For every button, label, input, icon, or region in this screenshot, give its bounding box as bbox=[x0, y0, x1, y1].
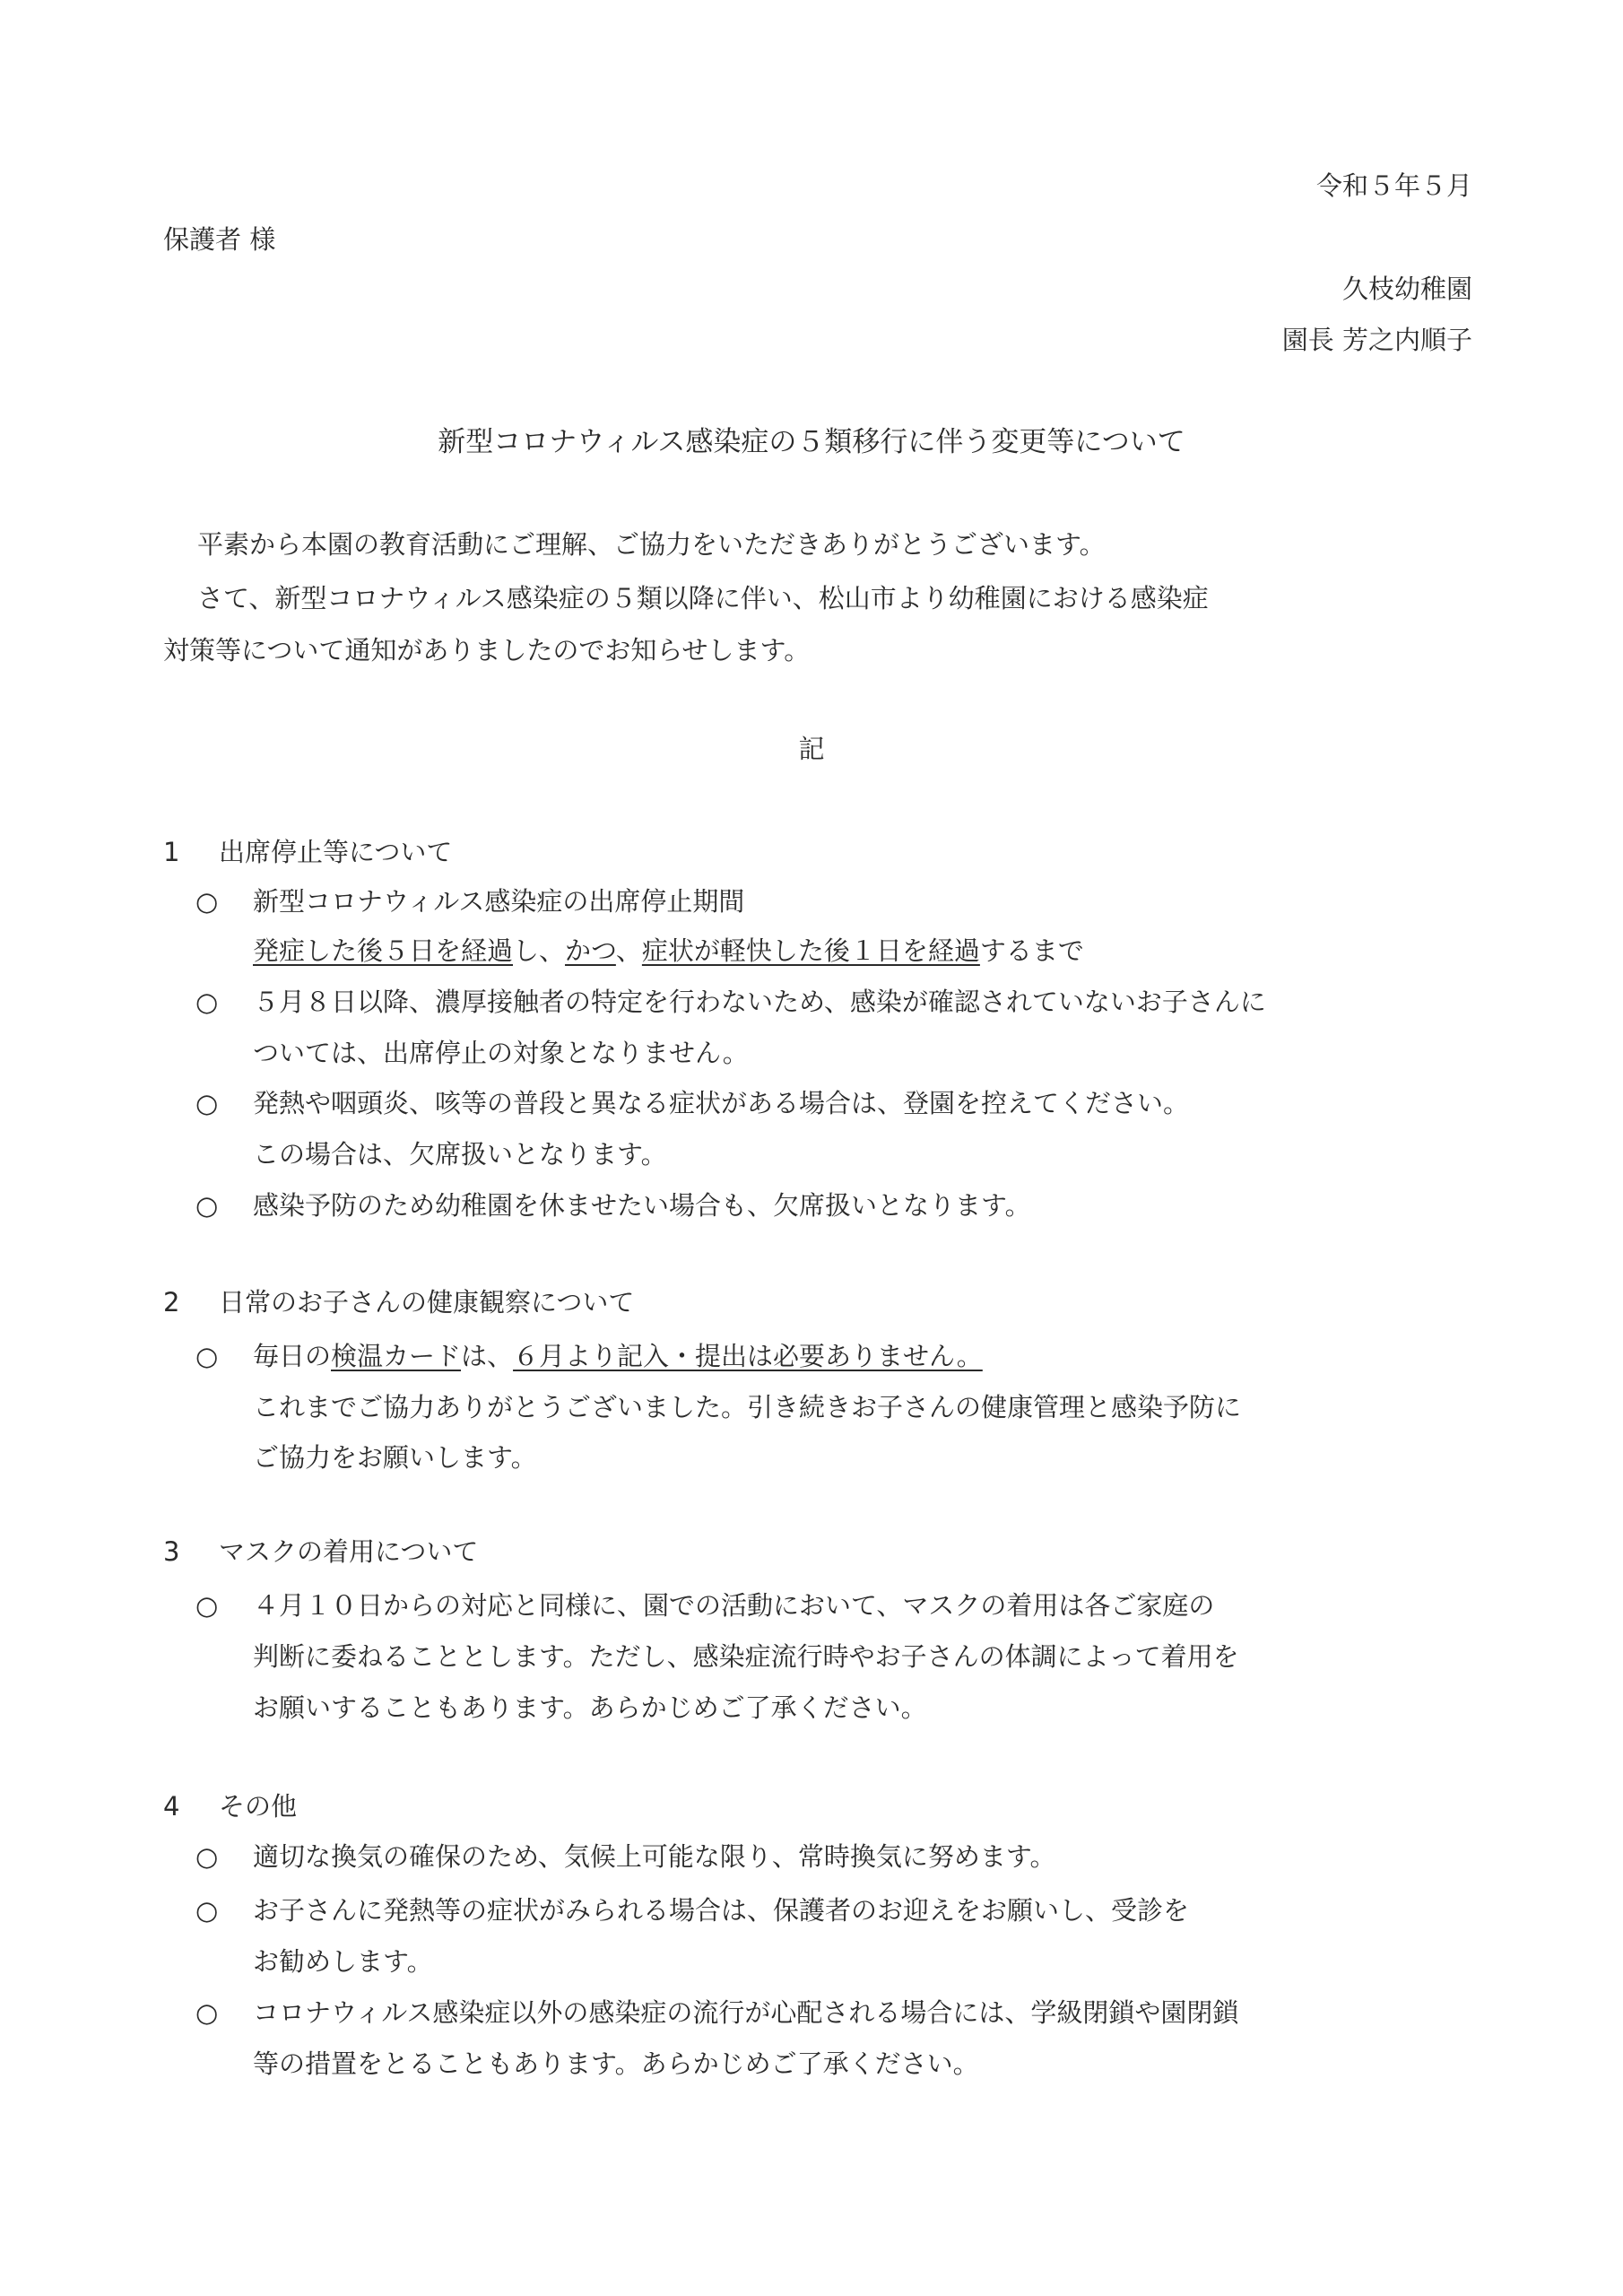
list-item-line: 新型コロナウィルス感染症の出席停止期間 bbox=[253, 886, 745, 917]
list-item-line: 等の措置をとることもあります。あらかじめご了承ください。 bbox=[253, 2048, 979, 2079]
attendance-period-line bbox=[253, 935, 1084, 967]
section-4-heading bbox=[163, 1791, 297, 1822]
inline-text: は、 bbox=[461, 1341, 514, 1371]
section-1-heading bbox=[163, 837, 452, 868]
list-item-line: この場合は、欠席扱いとなります。 bbox=[253, 1139, 667, 1170]
underlined-text: ６月より記入・提出は必要ありません。 bbox=[513, 1341, 983, 1371]
underlined-text: 症状が軽快した後１日を経過 bbox=[641, 935, 980, 966]
principal-name: 園長 芳之内順子 bbox=[1281, 325, 1472, 355]
section-number: 3 bbox=[163, 1536, 180, 1567]
list-item-line: お子さんに発熱等の症状がみられる場合は、保護者のお迎えをお願いし、受診を bbox=[253, 1895, 1190, 1926]
section-number: 1 bbox=[163, 837, 180, 867]
document-title: 新型コロナウィルス感染症の５類移行に伴う変更等について bbox=[438, 426, 1185, 458]
section-2-heading bbox=[163, 1287, 634, 1318]
bullet-icon: ○ bbox=[195, 886, 219, 917]
inline-text: するまで bbox=[979, 935, 1084, 966]
section-title: その他 bbox=[219, 1791, 298, 1822]
inline-text: 毎日の bbox=[253, 1341, 332, 1371]
bullet-icon: ○ bbox=[195, 1190, 219, 1221]
list-item-line: 発熱や咽頭炎、咳等の普段と異なる症状がある場合は、登園を控えてください。 bbox=[253, 1088, 1190, 1118]
bullet-icon: ○ bbox=[195, 1341, 219, 1371]
section-title: 日常のお子さんの健康観察について bbox=[219, 1287, 635, 1318]
section-number: 4 bbox=[163, 1791, 180, 1822]
bullet-icon: ○ bbox=[195, 1088, 219, 1118]
ki-marker: 記 bbox=[798, 734, 825, 764]
intro-line-2: さて、新型コロナウィルス感染症の５類以降に伴い、松山市より幼稚園における感染症 bbox=[197, 583, 1209, 613]
list-item-line: お勧めします。 bbox=[253, 1946, 433, 1977]
list-item-line: 判断に委ねることとします。ただし、感染症流行時やお子さんの体調によって着用を bbox=[253, 1641, 1239, 1672]
underlined-text: かつ bbox=[565, 935, 616, 966]
section-title: 出席停止等について bbox=[219, 837, 453, 867]
list-item-line: ４月１０日からの対応と同様に、園での活動において、マスクの着用は各ご家庭の bbox=[253, 1590, 1215, 1621]
school-name: 久枝幼稚園 bbox=[1341, 274, 1472, 304]
intro-line-1: 平素から本園の教育活動にご理解、ご協力をいただきありがとうございます。 bbox=[197, 529, 1106, 560]
underlined-text: 発症した後５日を経過 bbox=[253, 935, 514, 966]
list-item-line: ついては、出席停止の対象となりません。 bbox=[253, 1038, 749, 1068]
intro-line-3: 対策等について通知がありましたのでお知らせします。 bbox=[163, 635, 811, 665]
list-item-line: お願いすることもあります。あらかじめご了承ください。 bbox=[253, 1692, 927, 1723]
list-item-line: 適切な換気の確保のため、気候上可能な限り、常時換気に努めます。 bbox=[253, 1841, 1056, 1872]
bullet-icon: ○ bbox=[195, 1895, 219, 1926]
section-number: 2 bbox=[163, 1287, 180, 1318]
list-item-line: ご協力をお願いします。 bbox=[253, 1442, 537, 1473]
addressee: 保護者 様 bbox=[163, 224, 276, 255]
bullet-icon: ○ bbox=[195, 987, 219, 1017]
bullet-icon: ○ bbox=[195, 1590, 219, 1621]
inline-text: 、 bbox=[615, 935, 642, 966]
document-date: 令和５年５月 bbox=[1315, 170, 1472, 201]
bullet-icon: ○ bbox=[195, 1997, 219, 2028]
inline-text: し、 bbox=[513, 935, 566, 966]
list-item-line: 感染予防のため幼稚園を休ませたい場合も、欠席扱いとなります。 bbox=[253, 1190, 1031, 1221]
underlined-text: 検温カード bbox=[331, 1341, 462, 1371]
list-item-line: コロナウィルス感染症以外の感染症の流行が心配される場合には、学級閉鎖や園閉鎖 bbox=[253, 1997, 1239, 2028]
list-item-line: ５月８日以降、濃厚接触者の特定を行わないため、感染が確認されていないお子さんに bbox=[253, 987, 1266, 1017]
section-title: マスクの着用について bbox=[219, 1536, 479, 1567]
temperature-card-line bbox=[253, 1341, 983, 1372]
section-3-heading bbox=[163, 1536, 478, 1568]
list-item-line: これまでご協力ありがとうございました。引き続きお子さんの健康管理と感染予防に bbox=[253, 1392, 1242, 1422]
bullet-icon: ○ bbox=[195, 1841, 219, 1872]
